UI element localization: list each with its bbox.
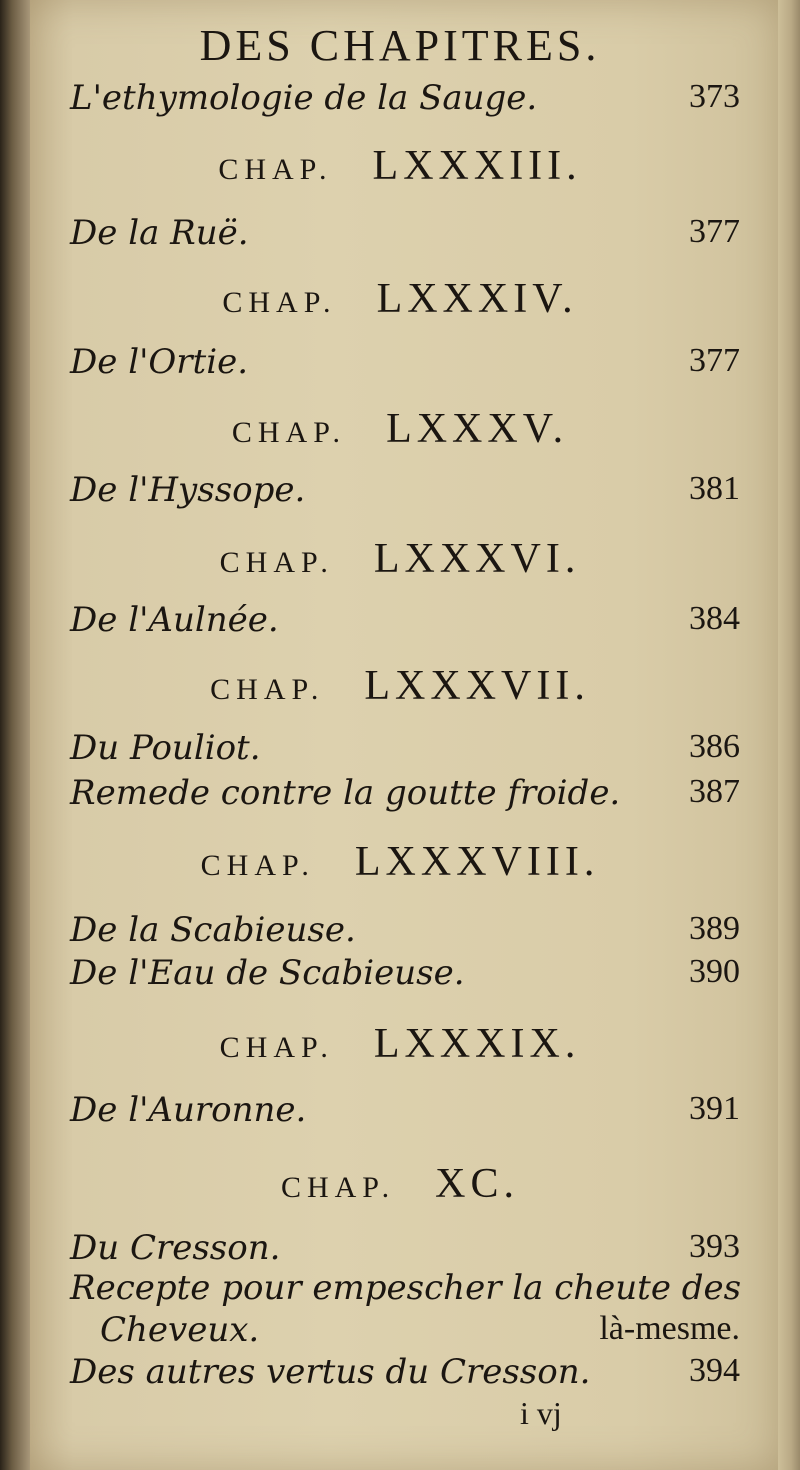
chapter-label: CHAP.: [200, 849, 315, 882]
toc-entry: [70, 600, 740, 640]
page-number: 391: [689, 1090, 740, 1127]
page-number: 393: [689, 1228, 740, 1265]
page-number: 387: [689, 773, 740, 810]
chapter-heading: [0, 1160, 800, 1208]
toc-entry: [70, 213, 740, 253]
signature-mark: i vj: [520, 1395, 562, 1431]
chapter-label: CHAP.: [222, 286, 337, 319]
chapter-label: CHAP.: [218, 153, 333, 186]
toc-entry: [70, 342, 740, 382]
toc-entry: [70, 910, 740, 950]
entry-title: Des autres vertus du Cresson.: [70, 1352, 591, 1392]
chapter-heading: [0, 142, 800, 190]
entry-title: L'ethymologie de la Sauge.: [70, 78, 538, 118]
toc-entry: [70, 773, 740, 813]
chapter-label: CHAP.: [280, 1171, 396, 1204]
page-number: 389: [689, 910, 740, 947]
chapter-number: LXXXVIII.: [354, 839, 600, 885]
page-edge: [778, 0, 800, 1470]
page-number: là-mesme.: [599, 1310, 740, 1347]
toc-entry: [70, 953, 740, 993]
page-number: 386: [689, 728, 740, 765]
chapter-heading: [0, 275, 800, 323]
entry-title: Cheveux.: [100, 1310, 260, 1350]
page-gutter-shadow: [0, 0, 30, 1470]
running-header: DES CHAPITRES.: [199, 21, 601, 70]
chapter-number: LXXXVII.: [364, 663, 590, 709]
toc-entry: [70, 470, 740, 510]
chapter-heading: [0, 405, 800, 453]
entry-title: De l'Auronne.: [70, 1090, 307, 1130]
toc-entry: [70, 1268, 740, 1308]
chapter-heading: [0, 1020, 800, 1068]
entry-title: De l'Eau de Scabieuse.: [70, 953, 465, 993]
entry-title: De l'Ortie.: [70, 342, 249, 382]
chapter-label: CHAP.: [231, 416, 347, 449]
chapter-heading: [0, 535, 800, 583]
chapter-label: CHAP.: [210, 673, 325, 706]
page-number: 381: [689, 470, 740, 507]
entry-title: Du Cresson.: [70, 1228, 281, 1268]
toc-entry-continuation: [100, 1310, 740, 1350]
page-number: 377: [689, 342, 740, 379]
chapter-number: LXXXIX.: [373, 1021, 581, 1067]
toc-entry: [70, 1228, 740, 1268]
toc-entry: [70, 728, 740, 768]
page-number: 390: [689, 953, 740, 990]
chapter-heading: [0, 662, 800, 710]
entry-title: De la Scabieuse.: [70, 910, 356, 950]
entry-title: De l'Hyssope.: [70, 470, 306, 510]
chapter-label: CHAP.: [219, 1031, 334, 1064]
entry-title: Du Pouliot.: [70, 728, 261, 768]
page-number: 377: [689, 213, 740, 250]
entry-title: De l'Aulnée.: [70, 600, 279, 640]
chapter-number: XC.: [435, 1161, 520, 1207]
entry-title: Recepte pour empescher la cheute des: [70, 1268, 742, 1308]
entry-title: De la Ruë.: [70, 213, 249, 253]
page-number: 373: [689, 78, 740, 115]
toc-entry: [70, 1090, 740, 1130]
toc-entry: [70, 1352, 740, 1392]
page-number: 384: [689, 600, 740, 637]
chapter-number: LXXXIV.: [376, 276, 578, 322]
entry-title: Remede contre la goutte froide.: [70, 773, 621, 813]
chapter-heading: [0, 838, 800, 886]
toc-entry: [70, 78, 740, 118]
chapter-number: LXXXIII.: [372, 143, 582, 189]
chapter-number: LXXXVI.: [373, 536, 581, 582]
chapter-label: CHAP.: [219, 546, 334, 579]
page-number: 394: [689, 1352, 740, 1389]
chapter-number: LXXXV.: [386, 406, 569, 452]
